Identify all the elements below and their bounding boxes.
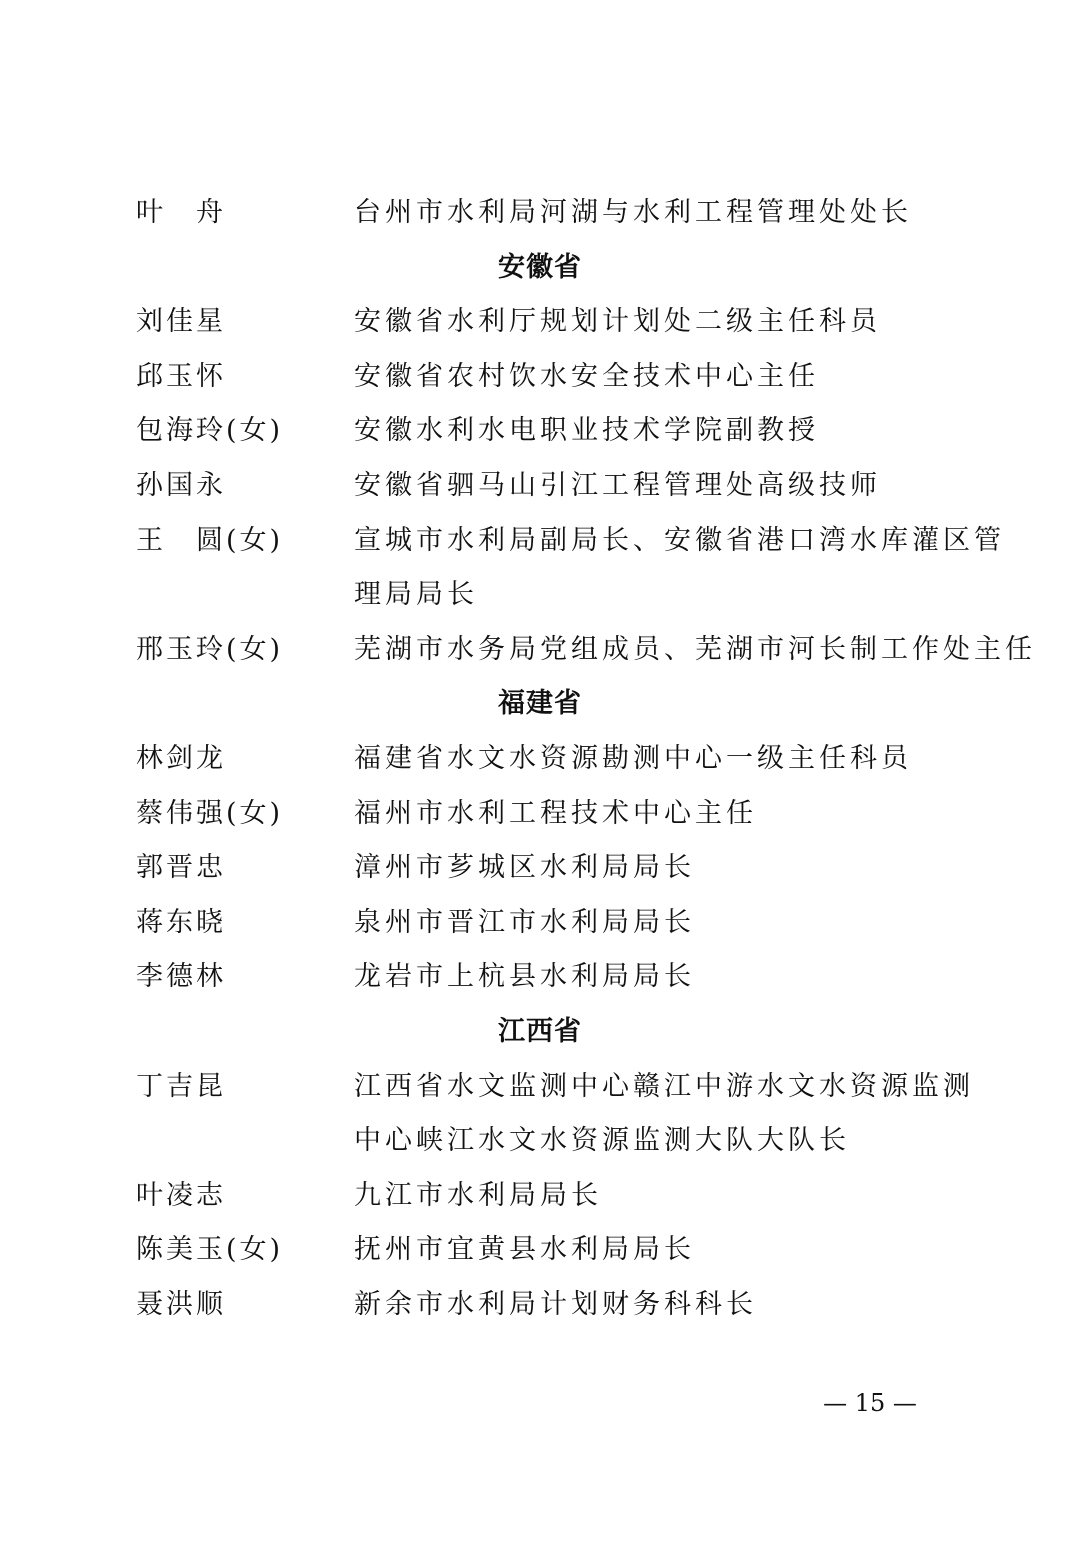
honoree-title-continued: 理局局长 xyxy=(354,579,478,610)
honoree-row xyxy=(0,732,1080,786)
honoree-name: 李德林 xyxy=(136,961,226,992)
honoree-title: 九江市水利局局长 xyxy=(354,1180,602,1211)
honoree-title: 漳州市芗城区水利局局长 xyxy=(354,852,695,883)
honoree-name: 郭晋忠 xyxy=(136,852,226,883)
honoree-title: 安徽省驷马山引江工程管理处高级技师 xyxy=(354,470,881,501)
title-continuation-row xyxy=(0,1114,1080,1168)
honoree-title: 新余市水利局计划财务科科长 xyxy=(354,1289,757,1320)
honoree-row xyxy=(0,1060,1080,1114)
honoree-name: 蒋东晓 xyxy=(136,907,226,938)
title-continuation-row xyxy=(0,568,1080,622)
honoree-row xyxy=(0,295,1080,349)
honoree-row xyxy=(0,350,1080,404)
honoree-row xyxy=(0,623,1080,677)
honoree-name: 陈美玉(女) xyxy=(136,1234,284,1265)
honoree-name: 包海玲(女) xyxy=(136,415,284,446)
honoree-name: 丁吉昆 xyxy=(136,1071,226,1102)
honoree-title: 芜湖市水务局党组成员、芜湖市河长制工作处主任 xyxy=(354,634,1036,665)
honoree-name: 林剑龙 xyxy=(136,743,226,774)
honoree-row xyxy=(0,514,1080,568)
honoree-row xyxy=(0,1169,1080,1223)
honoree-name: 王 圆(女) xyxy=(136,525,284,556)
honoree-title-continued: 中心峡江水文水资源监测大队大队长 xyxy=(354,1125,850,1156)
province-heading: 福建省 xyxy=(498,688,582,719)
honoree-title: 安徽省农村饮水安全技术中心主任 xyxy=(354,361,819,392)
honoree-row xyxy=(0,404,1080,458)
honoree-name: 邢玉玲(女) xyxy=(136,634,284,665)
honoree-name: 叶凌志 xyxy=(136,1180,226,1211)
honoree-name: 邱玉怀 xyxy=(136,361,226,392)
honoree-title: 安徽水利水电职业技术学院副教授 xyxy=(354,415,819,446)
honoree-name: 蔡伟强(女) xyxy=(136,798,284,829)
honoree-title: 安徽省水利厅规划计划处二级主任科员 xyxy=(354,306,881,337)
honoree-row xyxy=(0,950,1080,1004)
honoree-row xyxy=(0,459,1080,513)
honoree-title: 泉州市晋江市水利局局长 xyxy=(354,907,695,938)
honoree-name: 孙国永 xyxy=(136,470,226,501)
honoree-row xyxy=(0,841,1080,895)
honoree-title: 福州市水利工程技术中心主任 xyxy=(354,798,757,829)
province-heading: 江西省 xyxy=(498,1016,582,1047)
honoree-title: 江西省水文监测中心赣江中游水文水资源监测 xyxy=(354,1071,974,1102)
honoree-row xyxy=(0,787,1080,841)
province-heading: 安徽省 xyxy=(498,252,582,283)
honoree-title: 宣城市水利局副局长、安徽省港口湾水库灌区管 xyxy=(354,525,1005,556)
page-number: — 15 — xyxy=(823,1389,917,1417)
honoree-name: 刘佳星 xyxy=(136,306,226,337)
honoree-row xyxy=(0,186,1080,240)
honoree-title: 福建省水文水资源勘测中心一级主任科员 xyxy=(354,743,912,774)
honoree-row xyxy=(0,896,1080,950)
honoree-title: 龙岩市上杭县水利局局长 xyxy=(354,961,695,992)
honoree-row xyxy=(0,1223,1080,1277)
honoree-title: 抚州市宜黄县水利局局长 xyxy=(354,1234,695,1265)
honoree-title: 台州市水利局河湖与水利工程管理处处长 xyxy=(354,197,912,228)
honoree-name: 叶 舟 xyxy=(136,197,226,228)
honoree-name: 聂洪顺 xyxy=(136,1289,226,1320)
honoree-row xyxy=(0,1278,1080,1332)
